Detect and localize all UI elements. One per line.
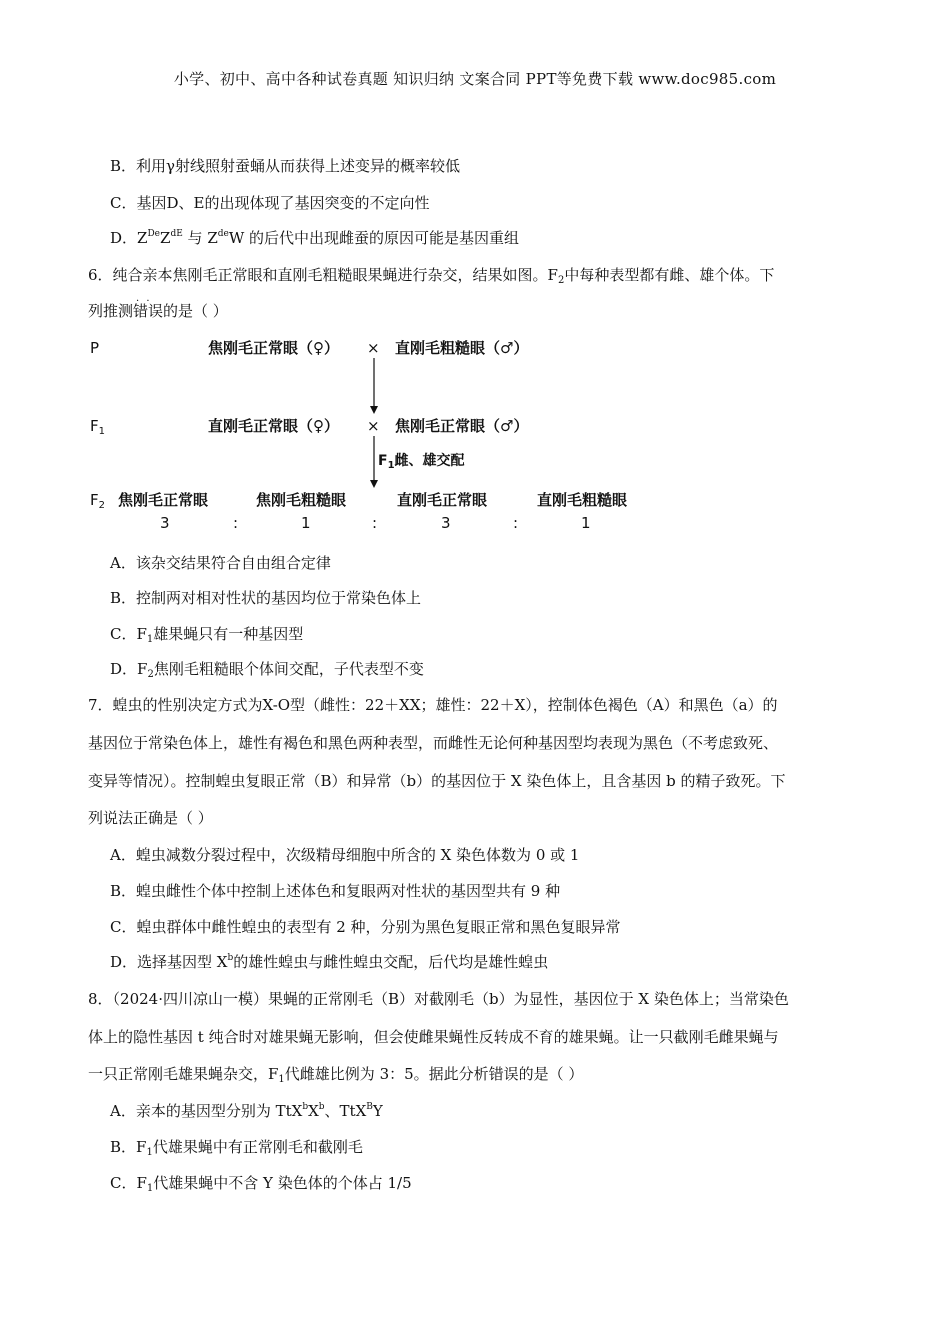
q8-stem-line2: 体上的隐性基因 t 纯合时对雄果蝇无影响，但会使雌果蝇性反转成不育的雄果蝇。让一只截刚毛雌果蝇与 [88,1028,779,1046]
q5-option-c: C．基因D、E的出现体现了基因突变的不定向性 [110,194,430,212]
arrowhead [370,480,378,488]
q5-option-b: B．利用γ射线照射蚕蛹从而获得上述变异的概率较低 [110,157,460,175]
f2-phenotype: 直刚毛粗糙眼 [537,491,628,509]
q8-stem-line1: 8．（2024·四川凉山一模）果蝇的正常刚毛（B）对截刚毛（b）为显性，基因位于 X 染色体上；当常染色 [88,990,789,1008]
ratio-separator: : [513,514,519,532]
generation-f1-label: $F_1$ [90,417,106,437]
arrowhead [370,406,378,414]
q8-option-c: C．$F_1$代雄果蝇中不含 Y 染色体的个体占 1/5 [110,1174,412,1194]
q7-stem-line4: 列说法正确是（ ） [88,809,213,827]
generation-p-label: P [90,339,100,357]
q6-stem-line1: 6．纯合亲本焦刚毛正常眼和直刚毛粗糙眼果蝇进行杂交，结果如图。$F_2$中每种表型都有雌、雄个体。下 [88,266,775,286]
ratio-value: 3 [160,514,170,532]
q5-option-d: D．$Z^{De}Z^{dE}$ 与 $Z^{de}W$ 的后代中出现雌蚕的原因可能是基因重组 [110,229,520,247]
q8-option-a: A．亲本的基因型分别为 $TtX^bX^b$、TtX$^B$Y [110,1102,383,1120]
q6-option-d: D．$F_2$焦刚毛粗糙眼个体间交配，子代表型不变 [110,660,424,680]
ratio-separator: : [372,514,378,532]
q8-option-b: B．$F_1$代雄果蝇中有正常刚毛和截刚毛 [110,1138,363,1158]
f1-mating-label: $F_1$雌、雄交配 [378,453,465,471]
ratio-value: 1 [581,514,591,532]
q7-option-c: C．蝗虫群体中雌性蝗虫的表型有 2 种，分别为黑色复眼正常和黑色复眼异常 [110,918,621,936]
p-male-phenotype: 直刚毛粗糙眼（♂） [395,339,529,357]
q7-option-a: A．蝗虫减数分裂过程中，次级精母细胞中所含的 X 染色体数为 0 或 1 [110,846,580,864]
ratio-separator: : [233,514,239,532]
f1-male-phenotype: 焦刚毛正常眼（♂） [395,417,529,435]
emphasis-mark: 错误 · · [133,302,163,320]
generation-f2-label: $F_2$ [90,491,106,511]
f2-phenotype: 焦刚毛正常眼 [118,491,209,509]
q7-stem-line1: 7．蝗虫的性别决定方式为X-O型（雌性：22＋XX；雄性：22＋X），控制体色褐色（A）和黑色（a）的 [88,696,778,714]
q7-option-d: D．选择基因型 $X^b$的雄性蝗虫与雌性蝗虫交配，后代均是雄性蝗虫 [110,953,549,971]
q6-option-b: B．控制两对相对性状的基因均位于常染色体上 [110,589,422,607]
q6-option-a: A．该杂交结果符合自由组合定律 [110,554,331,572]
f1-female-phenotype: 直刚毛正常眼（♀） [208,417,339,435]
q7-stem-line3: 变异等情况）。控制蝗虫复眼正常（B）和异常（b）的基因位于 X 染色体上，且含基因 b 的精子致死。下 [88,772,786,790]
q7-option-b: B．蝗虫雌性个体中控制上述体色和复眼两对性状的基因型共有 9 种 [110,882,561,900]
f2-phenotype: 焦刚毛粗糙眼 [256,491,347,509]
q7-stem-line2: 基因位于常染色体上，雄性有褐色和黑色两种表型，而雌性无论何种基因型均表现为黑色（不考虑致死、 [88,734,779,752]
page-header: 小学、初中、高中各种试卷真题 知识归纳 文案合同 PPT等免费下载 www.doc985.com [173,70,777,88]
q8-stem-line3: 一只正常刚毛雄果蝇杂交，$F_1$代雌雄比例为 3：5。据此分析错误的是（ ） [88,1065,584,1085]
cross-symbol: × [367,417,380,435]
p-female-phenotype: 焦刚毛正常眼（♀） [208,339,339,357]
q6-option-c: C．$F_1$雄果蝇只有一种基因型 [110,625,304,645]
ratio-value: 1 [301,514,311,532]
q6-stem-line2: 列推测错误 · ·的是（ ） [88,301,228,321]
f2-phenotype: 直刚毛正常眼 [397,491,488,509]
cross-symbol: × [367,339,380,357]
ratio-value: 3 [441,514,451,532]
